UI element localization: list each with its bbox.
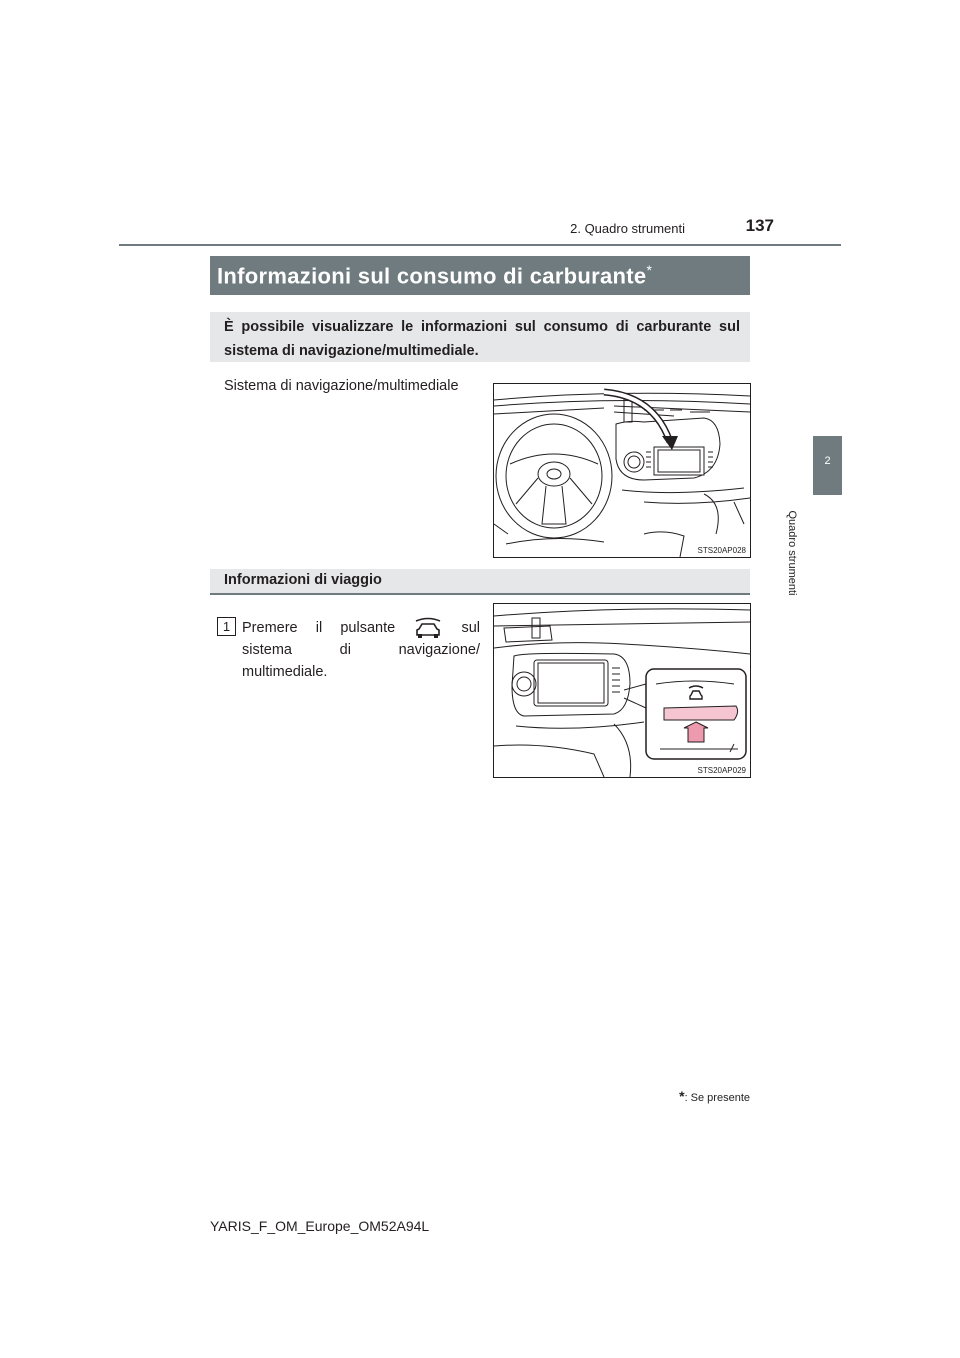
step-line-1 bbox=[242, 617, 480, 639]
footnote bbox=[600, 1088, 750, 1104]
step-word: di bbox=[339, 642, 351, 658]
step-word: il bbox=[315, 620, 323, 636]
section-label: 2. Quadro strumenti bbox=[570, 221, 685, 236]
step-word: Premere bbox=[242, 620, 298, 636]
nav-system-caption: Sistema di navigazione/multimediale bbox=[224, 378, 459, 394]
section-title bbox=[217, 262, 652, 289]
footnote-mark: * bbox=[679, 1088, 685, 1104]
step-number: 1 bbox=[217, 617, 236, 636]
header-rule bbox=[119, 244, 841, 246]
step-word: pulsante bbox=[340, 620, 396, 636]
intro-box bbox=[210, 312, 750, 362]
page-number: 137 bbox=[745, 216, 774, 235]
step-word: sul bbox=[461, 620, 480, 636]
multimedia-button-illustration bbox=[493, 603, 751, 778]
step-word: navigazione/ bbox=[398, 642, 480, 658]
section-title-text: Informazioni sul consumo di carburante bbox=[217, 263, 647, 289]
chapter-tab: 2 bbox=[813, 436, 842, 495]
section-title-bar bbox=[210, 256, 750, 295]
subsection-bar bbox=[210, 569, 750, 595]
intro-text: È possibile visualizzare le informazioni sul consumo di carburante sul sistema di navigazione/multimediale. bbox=[224, 319, 740, 359]
step-word: sistema bbox=[242, 642, 292, 658]
dashboard-illustration bbox=[493, 383, 751, 558]
dashboard-drawing bbox=[494, 384, 750, 557]
illustration-code-2: STS20AP029 bbox=[697, 766, 746, 775]
illustration-code-1: STS20AP028 bbox=[697, 546, 746, 555]
chapter-side-label: Quadro strumenti bbox=[786, 510, 798, 596]
step-line-2 bbox=[242, 639, 480, 661]
step-line-3: multimediale. bbox=[242, 664, 328, 680]
footer-document-code: YARIS_F_OM_Europe_OM52A94L bbox=[210, 1218, 430, 1234]
footnote-text: : Se presente bbox=[684, 1092, 750, 1104]
step-text bbox=[242, 617, 480, 683]
car-icon bbox=[413, 617, 443, 639]
multimedia-drawing bbox=[494, 604, 750, 777]
optional-mark: * bbox=[646, 262, 653, 278]
subsection-title: Informazioni di viaggio bbox=[224, 572, 382, 588]
